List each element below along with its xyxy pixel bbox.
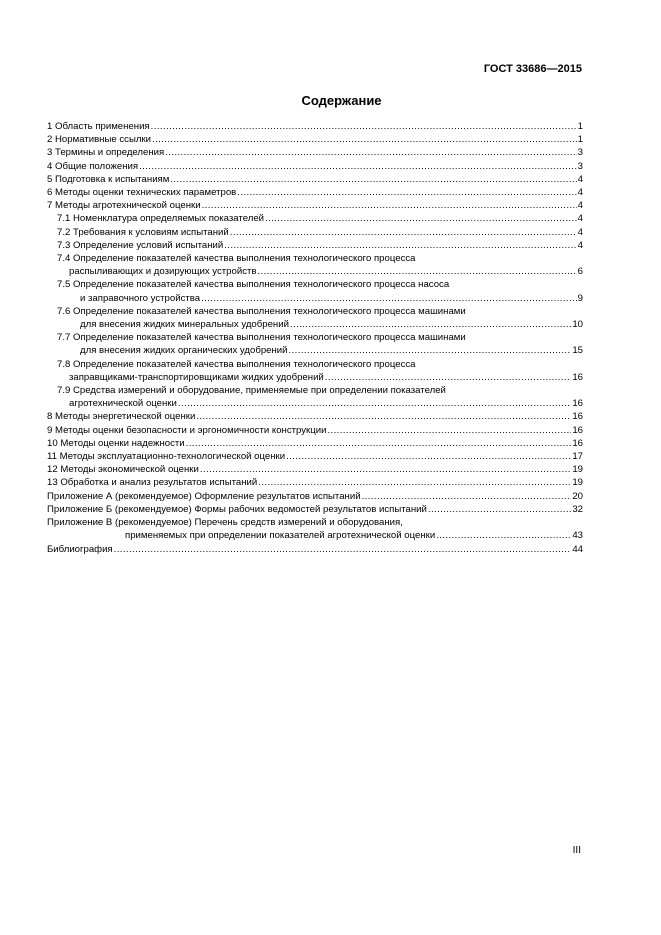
toc-entry[interactable]: 7.7 Определение показателей качества выполнения технологического процесса машинами для внесения жидких органических удобрений ..... 15 [47,331,583,357]
toc-entry[interactable]: 8 Методы энергетической оценки ..... 16 [47,410,583,423]
toc-entry[interactable]: 7.8 Определение показателей качества выполнения технологического процесса заправщиками-транспортировщиками жидких удобрений ..... 16 [47,358,583,384]
toc-entry[interactable]: Приложение Б (рекомендуемое) Формы рабочих ведомостей результатов испытаний ..... 32 [47,503,583,516]
toc-entry[interactable]: 7 Методы агротехнической оценки ..... 4 [47,199,583,212]
page-number: III [572,845,581,856]
toc-entry[interactable]: 7.9 Средства измерений и оборудование, применяемые при определении показателей агротехнической оценки ..... 16 [47,384,583,410]
toc-entry[interactable]: 11 Методы эксплуатационно-технологической оценки ..... 17 [47,450,583,463]
toc-entry[interactable]: 5 Подготовка к испытаниям ..... 4 [47,173,583,186]
toc-entry[interactable]: 7.2 Требования к условиям испытаний ..... 4 [47,226,583,239]
toc-entry[interactable]: 7.4 Определение показателей качества выполнения технологического процесса распыливающих и дозирующих устройств ..... 6 [47,252,583,278]
toc-entry[interactable]: Приложение В (рекомендуемое) Перечень средств измерений и оборудования, применяемых при определении показателей агротехнической оценки ..... 43 [47,516,583,542]
toc-entry[interactable]: 10 Методы оценки надежности ..... 16 [47,437,583,450]
toc-entry[interactable]: Приложение А (рекомендуемое) Оформление результатов испытаний ..... 20 [47,490,583,503]
toc-entry[interactable]: 3 Термины и определения ..... 3 [47,146,583,159]
toc-entry[interactable]: 12 Методы экономической оценки ..... 19 [47,463,583,476]
toc-entry[interactable]: 7.6 Определение показателей качества выполнения технологического процесса машинами для внесения жидких минеральных удобрений ..... 10 [47,305,583,331]
toc-entry[interactable]: 7.3 Определение условий испытаний ..... 4 [47,239,583,252]
toc-entry[interactable]: 7.1 Номенклатура определяемых показателей ..... 4 [47,212,583,225]
toc-title: Содержание [301,93,382,108]
toc-entry[interactable]: 13 Обработка и анализ результатов испытаний ..... 19 [47,476,583,489]
toc-entry[interactable]: 7.5 Определение показателей качества выполнения технологического процесса насоса и заправочного устройства ..... 9 [47,278,583,304]
toc-entry[interactable]: 9 Методы оценки безопасности и эргономичности конструкции ..... 16 [47,424,583,437]
toc-entry[interactable]: Библиография ..... 44 [47,543,583,556]
toc-entry[interactable]: 4 Общие положения ..... 3 [47,160,583,173]
toc-entry[interactable]: 6 Методы оценки технических параметров ..... 4 [47,186,583,199]
toc-entry[interactable]: 1 Область применения ..... 1 [47,120,583,133]
table-of-contents [47,120,583,556]
document-code: ГОСТ 33686—2015 [483,63,582,75]
toc-entry[interactable]: 2 Нормативные ссылки ..... 1 [47,133,583,146]
